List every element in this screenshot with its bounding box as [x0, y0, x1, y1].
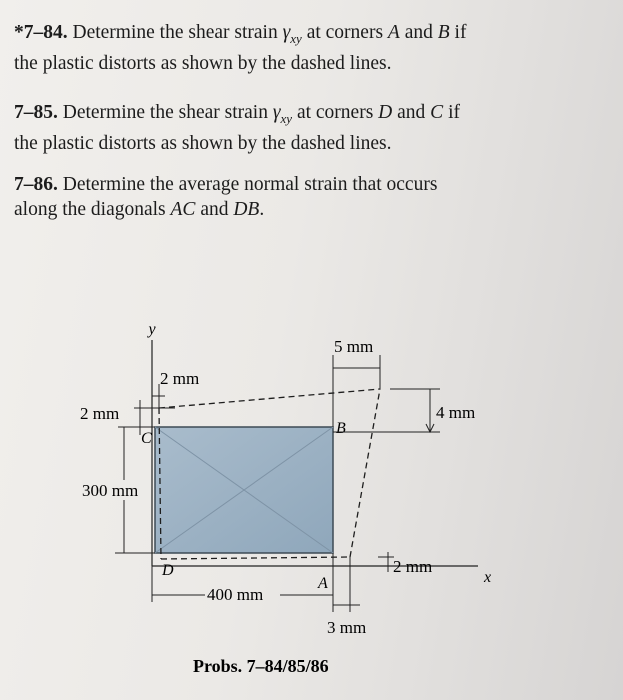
corner-c-label: C — [141, 430, 152, 447]
figure-caption: Probs. 7–84/85/86 — [193, 656, 329, 676]
problem-text: Determine the average normal strain that occurs — [62, 174, 438, 195]
dim-right-2mm — [378, 552, 394, 572]
problem-text: . — [259, 199, 265, 220]
gamma-subscript: xy — [280, 110, 293, 126]
problem-number: 7–86. — [14, 174, 58, 195]
problem-text: and — [195, 199, 234, 220]
dim-3mm-label: 3 mm — [327, 618, 367, 637]
problem-number: 7–85. — [14, 102, 58, 123]
diagonal-label: AC — [170, 199, 196, 220]
problem-text: at corners — [301, 22, 388, 43]
problem-text: at corners — [292, 102, 379, 123]
problem-text: and — [399, 22, 438, 43]
gamma-subscript: xy — [290, 30, 302, 46]
dim-bottom-3mm — [333, 557, 360, 612]
dim-4mm-label: 4 mm — [436, 403, 476, 422]
gamma-symbol: γ — [282, 22, 291, 43]
x-axis-label: x — [484, 569, 492, 586]
problem-text: and — [392, 102, 431, 123]
point-label: B — [437, 22, 450, 43]
point-label: A — [387, 22, 400, 43]
dim-300mm-label: 300 mm — [82, 481, 139, 500]
corner-b-label: B — [336, 420, 346, 437]
problem-text: the plastic distorts as shown by the dashed lines. — [14, 52, 392, 74]
problem-text: if — [443, 102, 460, 123]
y-axis-label: y — [148, 321, 156, 338]
dim-2mm-left-label: 2 mm — [80, 404, 120, 423]
problem-text: the plastic distorts as shown by the dashed lines. — [14, 132, 392, 154]
dim-right-4mm — [333, 389, 440, 432]
point-label: D — [378, 102, 393, 123]
dim-top-5mm — [333, 355, 380, 427]
problem-number: *7–84. — [14, 22, 68, 43]
gamma-symbol: γ — [272, 102, 281, 123]
problem-text: Determine the shear strain — [72, 22, 283, 43]
point-label: C — [430, 102, 444, 123]
dim-2mm-right-label: 2 mm — [393, 557, 433, 576]
dim-400mm-label: 400 mm — [207, 585, 264, 604]
corner-d-label: D — [162, 562, 174, 579]
corner-a-label: A — [318, 575, 328, 592]
diagonal-label: DB — [233, 199, 260, 220]
problem-text: Determine the shear strain — [62, 102, 273, 123]
dim-5mm-label: 5 mm — [334, 337, 374, 356]
problem-text: along the diagonals — [14, 199, 171, 220]
problem-text: if — [449, 22, 467, 43]
dim-2mm-top-label: 2 mm — [160, 369, 200, 388]
